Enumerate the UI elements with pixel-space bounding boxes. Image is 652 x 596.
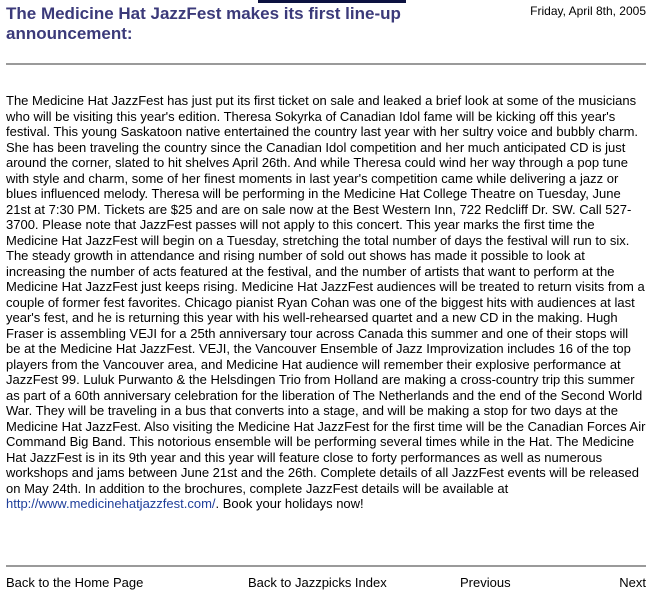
article-header <box>6 4 646 44</box>
header-divider <box>6 63 646 65</box>
article-body-text: The Medicine Hat JazzFest has just put its first ticket on sale and leaked a brief look at some of the musicians who will be visiting this year's edition. Theresa Sokyrka of Canadian Idol fame will be kicking off this year's festival. This young Saskatoon native entertained the country last year with her sultry voice and bubbly charm. She has been traveling the country since the Canadian Idol competition and her much anticipated CD is just around the corner, slated to hit shelves April 26th. And while Theresa could wind her way through a pop tune with style and charm, some of her finest moments in last year's competition came while delivering a jazz or blues influenced melody. Theresa will be performing in the Medicine Hat College Theatre on Tuesday, June 21st at 7:30 PM. Tickets are $25 and are on sale now at the Best Western Inn, 722 Redcliff Dr. SW. Call 527-3700. Please note that JazzFest passes will not apply to this concert. This year marks the first time the Medicine Hat JazzFest will begin on a Tuesday, stretching the total number of days the festival will run to six. The steady growth in attendance and rising number of sold out shows has made it possible to look at increasing the number of acts featured at the festival, and the number of artists that want to perform at the Medicine Hat JazzFest just keeps rising. Medicine Hat JazzFest audiences will be treated to return visits from a couple of former fest favorites. Chicago pianist Ryan Cohan was one of the biggest hits with audiences at last year's fest, and he is returning this year with his well-rehearsed quartet and a new CD in the making. Hugh Fraser is assembling VEJI for a 25th anniversary tour across Canada this summer and one of their stops will be at the Medicine Hat JazzFest. VEJI, the Vancouver Ensemble of Jazz Improvization includes 16 of the top players from the Vancouver area, and Medicine Hat audience will remember their explosive performance at JazzFest 99. Luluk Purwanto & the Helsdingen Trio from Holland are making a cross-country trip this summer as part of a 60th anniversary celebration for the liberation of The Netherlands and the end of the Second World War. They will be traveling in a bus that converts into a stage, and will be making a stop for two days at the Medicine Hat JazzFest. Also visiting the Medicine Hat JazzFest for the first time will be the Canadian Forces Air Command Big Band. This notorious ensemble will be performing several times while in the Hat. The Medicine Hat JazzFest is in its 9th year and this year will feature close to forty performances as well as numerous workshops and jams between June 21st and the 26th. Complete details of all JazzFest events will be released on May 24th. In addition to the brochures, complete JazzFest details will be available at <box>6 93 646 496</box>
jazzpicks-index-link[interactable]: Back to Jazzpicks Index <box>248 575 387 590</box>
previous-link[interactable]: Previous <box>460 575 511 590</box>
top-decorative-bar <box>258 0 406 3</box>
article-body <box>6 93 646 512</box>
next-link[interactable]: Next <box>619 575 646 590</box>
footer-navigation <box>6 575 646 593</box>
festival-website-link[interactable]: http://www.medicinehatjazzfest.com/ <box>6 496 216 511</box>
article-date: Friday, April 8th, 2005 <box>530 4 646 18</box>
article-body-closing: . Book your holidays now! <box>215 496 364 511</box>
article-title: The Medicine Hat JazzFest makes its first line-up announcement: <box>6 4 401 43</box>
footer-divider <box>6 565 646 567</box>
home-page-link[interactable]: Back to the Home Page <box>6 575 144 590</box>
